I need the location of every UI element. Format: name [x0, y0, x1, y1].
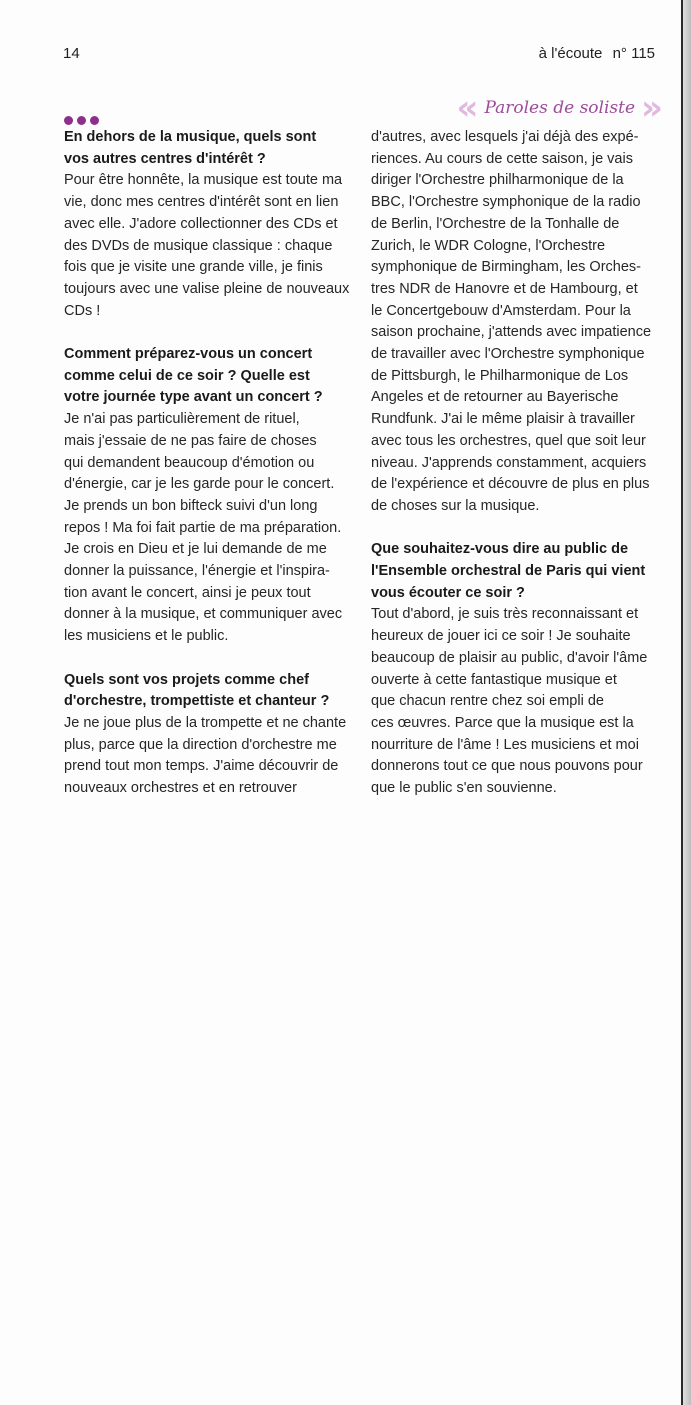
- dot-ornament: [77, 116, 86, 125]
- left-column: [64, 127, 359, 800]
- answer-line: Rundfunk. J'ai le même plaisir à travailler: [371, 411, 635, 428]
- answer-line: d'énergie, car je les garde pour le concert.: [64, 476, 335, 493]
- answer-line: BBC, l'Orchestre symphonique de la radio: [371, 194, 641, 211]
- answer-line: saison prochaine, j'attends avec impatience: [371, 324, 652, 341]
- answer-line: Je ne joue plus de la trompette et ne chante: [64, 714, 347, 731]
- running-header: [539, 45, 655, 62]
- page-number: 14: [63, 45, 80, 62]
- answer-line: nourriture de l'âme ! Les musiciens et moi: [371, 736, 639, 753]
- answer-line: ces œuvres. Parce que la musique est la: [371, 714, 634, 731]
- rubric-label: Paroles de soliste: [484, 98, 636, 118]
- rubric-banner: [456, 88, 663, 128]
- answer-line: riences. Au cours de cette saison, je vais: [371, 150, 633, 167]
- answer-line: ouverte à cette fantastique musique et: [371, 671, 617, 688]
- answer-line: symphonique de Birmingham, les Orches-: [371, 259, 641, 276]
- question-line: vos autres centres d'intérêt ?: [64, 150, 266, 167]
- answer-line: niveau. J'apprends constamment, acquiers: [371, 454, 647, 471]
- answer-line: que le public s'en souvienne.: [371, 780, 557, 797]
- answer-line: tres NDR de Hanovre et de Hambourg, et: [371, 280, 638, 297]
- answer-line: vie, donc mes centres d'intérêt sont en lien: [64, 194, 339, 211]
- answer-line: de Pittsburgh, le Philharmonique de Los: [371, 367, 629, 384]
- answer-line: d'autres, avec lesquels j'ai déjà des expé-: [371, 129, 639, 145]
- answer-line: de travailler avec l'Orchestre symphonique: [371, 346, 645, 363]
- answer-line: avec elle. J'adore collectionner des CDs et: [64, 215, 338, 232]
- question-line: Que souhaitez-vous dire au public de: [371, 541, 629, 558]
- question-line: d'orchestre, trompettiste et chanteur ?: [64, 693, 330, 710]
- magazine-title: à l'écoute: [538, 45, 603, 62]
- dot-ornament: [90, 116, 99, 125]
- answer-line: donnerons tout ce que nous pouvons pour: [371, 758, 643, 775]
- section-dots: [64, 116, 99, 125]
- answer-line: Je prends un bon bifteck suivi d'un long: [64, 497, 318, 514]
- paragraph-gap: [371, 518, 671, 540]
- answer-line: repos ! Ma foi fait partie de ma préparation.: [64, 519, 342, 536]
- question-line: Quels sont vos projets comme chef: [64, 671, 309, 688]
- page-edge-line: [681, 0, 683, 1405]
- question-line: comme celui de ce soir ? Quelle est: [64, 367, 310, 384]
- answer-line: toujours avec une valise pleine de nouveaux: [64, 280, 350, 297]
- answer-line: prend tout mon temps. J'aime découvrir de: [64, 758, 339, 775]
- answer-line: le Concertgebouw d'Amsterdam. Pour la: [371, 302, 631, 319]
- answer-line: de choses sur la musique.: [371, 497, 540, 514]
- question-line: votre journée type avant un concert ?: [64, 389, 323, 406]
- answer-line: Angeles et de retourner au Bayerische: [371, 389, 619, 406]
- question-line: En dehors de la musique, quels sont: [64, 129, 317, 145]
- answer-line: donner à la musique, et communiquer avec: [64, 606, 343, 623]
- answer-line: de l'expérience et découvre de plus en plus: [371, 476, 650, 493]
- answer-line: nouveaux orchestres et en retrouver: [64, 780, 297, 797]
- rubric-right-chevron: »: [641, 88, 663, 128]
- answer-line: avec tous les orchestres, quel que soit leur: [371, 432, 646, 449]
- answer-line: Pour être honnête, la musique est toute ma: [64, 172, 343, 189]
- answer-line: les musiciens et le public.: [64, 628, 229, 645]
- issue-number: n° 115: [612, 45, 655, 62]
- answer-line: plus, parce que la direction d'orchestre me: [64, 736, 337, 753]
- answer-line: Je n'ai pas particulièrement de rituel,: [64, 411, 300, 428]
- question-line: l'Ensemble orchestral de Paris qui vient: [371, 563, 646, 580]
- answer-line: donner la puissance, l'énergie et l'inspira-: [64, 563, 330, 580]
- answer-line: tion avant le concert, ainsi je peux tout: [64, 584, 311, 601]
- question-line: vous écouter ce soir ?: [371, 584, 525, 601]
- answer-line: que chacun rentre chez soi empli de: [371, 693, 604, 710]
- paragraph-gap: [64, 648, 359, 670]
- answer-line: beaucoup de plaisir au public, d'avoir l'âme: [371, 649, 648, 666]
- question-line: Comment préparez-vous un concert: [64, 346, 313, 363]
- paragraph-gap: [64, 322, 359, 344]
- dot-ornament: [64, 116, 73, 125]
- answer-line: Zurich, le WDR Cologne, l'Orchestre: [371, 237, 606, 254]
- right-column: [371, 127, 671, 800]
- answer-line: fois que je visite une grande ville, je finis: [64, 259, 323, 276]
- answer-line: de Berlin, l'Orchestre de la Tonhalle de: [371, 215, 620, 232]
- answer-line: diriger l'Orchestre philharmonique de la: [371, 172, 624, 189]
- answer-line: Tout d'abord, je suis très reconnaissant et: [371, 606, 639, 623]
- rubric-left-chevron: «: [456, 88, 479, 128]
- answer-line: des DVDs de musique classique : chaque: [64, 237, 333, 254]
- answer-line: qui demandent beaucoup d'émotion ou: [64, 454, 315, 471]
- answer-line: heureux de jouer ici ce soir ! Je souhaite: [371, 628, 631, 645]
- answer-line: CDs !: [64, 302, 101, 319]
- answer-line: mais j'essaie de ne pas faire de choses: [64, 432, 317, 449]
- answer-line: Je crois en Dieu et je lui demande de me: [64, 541, 327, 558]
